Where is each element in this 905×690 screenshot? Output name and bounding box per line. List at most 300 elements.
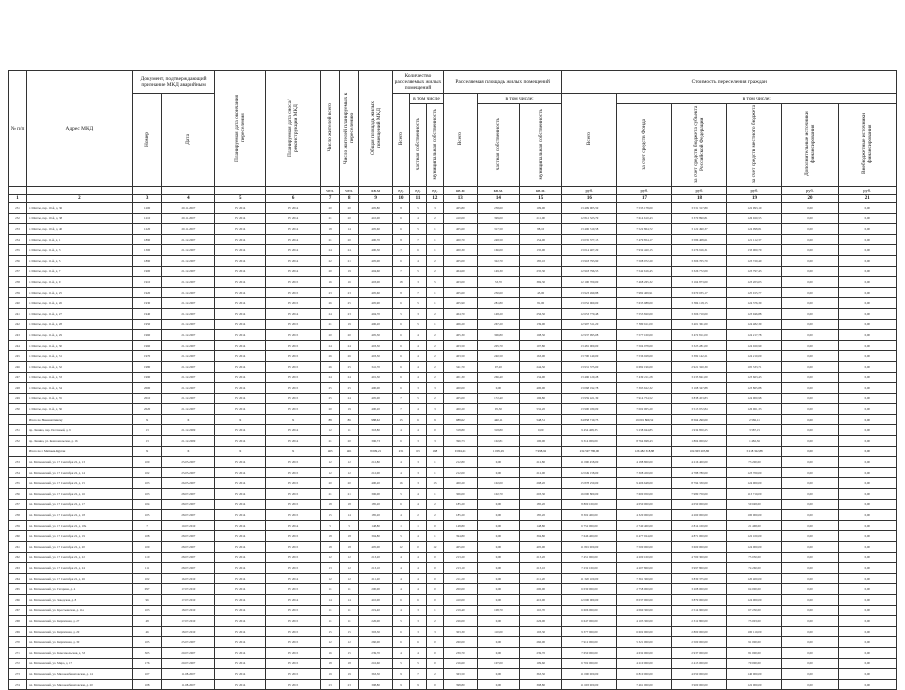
table-cell: 0,00 <box>782 404 838 415</box>
table-cell: 21 <box>340 255 359 266</box>
table-cell: 0,00 <box>838 383 896 394</box>
table-cell: IV 2015 <box>266 637 321 648</box>
table-cell: 239,70 <box>443 647 477 658</box>
table-cell: IV 2015 <box>266 669 321 680</box>
table-cell: 20.07.2007 <box>162 647 215 658</box>
table-cell: 4 200 100,00 <box>617 552 672 563</box>
table-cell: 211,20 <box>443 573 477 584</box>
table-cell: 2 <box>426 255 443 266</box>
table-cell: 1200 <box>132 203 162 214</box>
table-cell: 12 <box>321 425 340 436</box>
table-cell: 7 232 100,00 <box>562 563 617 574</box>
table-cell: 405,00 <box>520 542 562 553</box>
table-cell: 0,00 <box>782 277 838 288</box>
row-number-cell: 243 <box>9 330 27 341</box>
table-cell: 405,90 <box>443 298 477 309</box>
table-cell: IV 2014 <box>266 234 321 245</box>
table-cell: 5 <box>426 277 443 288</box>
row-number-cell: 261 <box>9 542 27 553</box>
table-cell: 123 203,03 <box>727 277 782 288</box>
table-cell: 185,10 <box>520 255 562 266</box>
table-cell: 12 <box>321 637 340 648</box>
table-cell: 404,60 <box>443 266 477 277</box>
table-cell: 75 003,00 <box>727 616 782 627</box>
table-cell: 0,00 <box>477 467 519 478</box>
table-cell: IV 2014 <box>215 679 266 690</box>
table-cell: 6 647 000,00 <box>562 616 617 627</box>
table-cell: 21.12.2007 <box>162 234 215 245</box>
address-cell: г. Шахты, пер. 10-й, д. 40 <box>26 224 132 235</box>
table-cell: 48 <box>132 616 162 627</box>
table-cell: IV 2014 <box>215 552 266 563</box>
table-cell: 318,80 <box>477 425 519 436</box>
col-header-rooms-municipal: муниципальная собственность <box>426 104 443 187</box>
table-cell: 988,62 <box>359 414 393 425</box>
table-cell: 24 <box>321 245 340 256</box>
table-cell: 0,00 <box>838 499 896 510</box>
table-cell: 0,00 <box>782 478 838 489</box>
table-cell: 3 900 000,00 <box>672 679 727 690</box>
table-cell: 7 635 988,00 <box>617 298 672 309</box>
address-cell: г. Шахты, пер. 11-й, д. 9 <box>26 277 132 288</box>
table-cell: 24 <box>321 340 340 351</box>
table-cell: 16 <box>321 647 340 658</box>
table-cell: 0,00 <box>838 234 896 245</box>
table-cell: 154,00 <box>520 234 562 245</box>
table-cell: 20 <box>340 436 359 447</box>
table-cell: 212,80 <box>359 457 393 468</box>
table-cell: 102,00 <box>477 478 519 489</box>
table-cell: X <box>132 446 162 457</box>
table-cell: 102 <box>132 467 162 478</box>
table-cell: 0,00 <box>782 584 838 595</box>
table-cell: 9 <box>393 679 410 690</box>
table-cell: 109,60 <box>520 658 562 669</box>
table-cell: 322,70 <box>477 255 519 266</box>
table-cell: 532,20 <box>520 404 562 415</box>
unit-cell: руб. <box>562 187 617 195</box>
table-cell: 100 110,00 <box>727 626 782 637</box>
col-header-total-area: Общая площадь жилых помещений МКД <box>359 71 393 187</box>
table-cell: IV 2014 <box>215 234 266 245</box>
table-cell: 18 <box>321 224 340 235</box>
table-cell: 0 <box>426 658 443 669</box>
table-cell: 0,00 <box>782 436 838 447</box>
table-cell: 11 000 458,00 <box>562 457 617 468</box>
table-cell: 396,73 <box>443 436 477 447</box>
table-cell: 097 <box>132 584 162 595</box>
table-cell: 6 752 000,00 <box>562 520 617 531</box>
table-cell: 0,00 <box>477 573 519 584</box>
address-cell: пл. Матвеевский, ул. Мясокомбинатовская, д. 14 <box>26 669 132 680</box>
table-cell: IV 2014 <box>266 213 321 224</box>
table-cell: 11 320 100,00 <box>562 573 617 584</box>
table-row <box>9 340 897 351</box>
table-cell: 4 <box>410 573 427 584</box>
table-cell: 21 <box>321 319 340 330</box>
table-cell: 0,00 <box>782 213 838 224</box>
row-number-cell: 256 <box>9 489 27 500</box>
table-cell: 28.07.2007 <box>162 510 215 521</box>
table-cell: 0 <box>426 637 443 648</box>
table-cell: IV 2014 <box>215 563 266 574</box>
table-cell: 105 333,71 <box>727 361 782 372</box>
table-cell: 0,00 <box>477 531 519 542</box>
table-cell: 7 500 000,00 <box>617 542 672 553</box>
table-cell: 16 000 800,00 <box>562 489 617 500</box>
col-header-planned-date: Планируемая дата окончания переселения <box>215 71 266 187</box>
table-cell: IV 2014 <box>215 478 266 489</box>
table-cell: 317,50 <box>477 224 519 235</box>
table-cell: 1890 <box>132 234 162 245</box>
table-cell: 2 758 000,00 <box>617 584 672 595</box>
table-cell: 1 <box>426 531 443 542</box>
table-cell: 0,00 <box>782 626 838 637</box>
table-cell: 7 <box>410 287 427 298</box>
column-number-cell: 8 <box>340 195 359 203</box>
table-cell: 12 <box>340 573 359 584</box>
table-cell: 26.05.2007 <box>162 478 215 489</box>
table-cell: 185,20 <box>443 499 477 510</box>
address-cell: пл. Матвеевский, ул. 17 Сентября 22, д. 15 <box>26 478 132 489</box>
table-cell: IV 2015 <box>266 319 321 330</box>
table-cell: 18 <box>321 542 340 553</box>
table-cell: 4 320 000,00 <box>617 510 672 521</box>
table-cell: 64 000,00 <box>727 584 782 595</box>
table-cell: 0,00 <box>782 224 838 235</box>
table-cell: IV 2015 <box>266 404 321 415</box>
table-cell: 19 <box>340 319 359 330</box>
table-cell: 25.07.2007 <box>162 637 215 648</box>
table-cell: 124 217,78 <box>727 330 782 341</box>
table-cell: 0,00 <box>520 425 562 436</box>
table-cell: 405,30 <box>359 330 393 341</box>
table-cell: 7 650 000,00 <box>562 647 617 658</box>
table-cell: 0,00 <box>782 361 838 372</box>
table-cell: IV 2014 <box>215 224 266 235</box>
row-number-cell: 268 <box>9 616 27 627</box>
table-cell: 403,00 <box>443 277 477 288</box>
row-number-cell: 231 <box>9 203 27 214</box>
table-cell: 6 <box>393 372 410 383</box>
table-cell: 140 000,00 <box>727 669 782 680</box>
table-cell: 111 <box>132 563 162 574</box>
table-cell: 25 <box>340 298 359 309</box>
row-number-cell: 242 <box>9 319 27 330</box>
table-cell: 19 <box>321 669 340 680</box>
table-cell: 406,20 <box>359 319 393 330</box>
table-cell: 405,30 <box>443 330 477 341</box>
table-cell: 0,00 <box>838 658 896 669</box>
table-cell: 25.05.2007 <box>162 457 215 468</box>
table-cell: 2 921 320,39 <box>672 361 727 372</box>
table-cell: 400,30 <box>443 245 477 256</box>
table-cell: 405,00 <box>443 255 477 266</box>
address-cell: пл. Матвеевский, ул. 17 Сентября 22, д. 18а <box>26 520 132 531</box>
table-cell: 3 830 375,00 <box>672 573 727 584</box>
table-cell: IV 2014 <box>215 298 266 309</box>
table-cell: 125 015,77 <box>727 287 782 298</box>
table-cell: 0,00 <box>477 510 519 521</box>
table-cell: 15 <box>321 510 340 521</box>
table-cell: 7 914 754,52 <box>617 393 672 404</box>
table-cell: 341,70 <box>443 361 477 372</box>
table-cell: 3 600 000,00 <box>672 542 727 553</box>
table-cell: 0 <box>426 552 443 563</box>
table-cell: 12 937 995,08 <box>562 330 617 341</box>
table-cell: IV 2014 <box>215 573 266 584</box>
address-cell: пл. Матвеевский, ул. Кирпичная, д. 29 <box>26 626 132 637</box>
table-cell: 102 <box>132 573 162 584</box>
column-number-cell: 13 <box>443 195 477 203</box>
address-cell: г. Шахты, пер. 11-й, д. 28 <box>26 319 132 330</box>
table-cell: 0,00 <box>782 637 838 648</box>
table-cell: IV 2014 <box>215 594 266 605</box>
table-cell: 121 112,37 <box>727 234 782 245</box>
table-cell: 3 306 710,00 <box>672 308 727 319</box>
table-cell: 0,00 <box>782 393 838 404</box>
table-cell: 9 406 648,00 <box>617 478 672 489</box>
table-cell: 213,20 <box>520 552 562 563</box>
row-number-cell: 235 <box>9 245 27 256</box>
column-number-cell: 11 <box>410 195 427 203</box>
table-cell: 211,00 <box>520 213 562 224</box>
table-cell: 1 <box>426 245 443 256</box>
col-header-budget-local: за счет средств местного бюджета <box>727 104 782 187</box>
row-number-cell: 238 <box>9 277 27 288</box>
table-cell: IV 2014 <box>215 467 266 478</box>
table-cell: IV 2014 <box>266 255 321 266</box>
table-cell: 0 <box>426 647 443 658</box>
table-cell: 1 <box>426 457 443 468</box>
table-cell: 7 542 616,45 <box>617 266 672 277</box>
table-row <box>9 679 897 690</box>
table-cell: 0,00 <box>838 351 896 362</box>
table-cell: 7 451 900,00 <box>562 552 617 563</box>
row-number-cell: 232 <box>9 213 27 224</box>
table-cell: IV 2015 <box>266 467 321 478</box>
table-cell: 4 <box>393 425 410 436</box>
table-cell: 7 553 820,00 <box>617 308 672 319</box>
table-cell: 123 865,88 <box>727 383 782 394</box>
table-cell: 7 361 300,00 <box>617 573 672 584</box>
table-cell: IV 2014 <box>215 425 266 436</box>
table-cell: 3 276 916,31 <box>672 245 727 256</box>
table-row <box>9 489 897 500</box>
table-cell: 7 <box>410 669 427 680</box>
table-cell: 6 <box>393 637 410 648</box>
table-cell: 0,00 <box>838 647 896 658</box>
table-cell: 0,00 <box>782 308 838 319</box>
table-cell: 3 <box>410 626 427 637</box>
table-cell: 5 <box>410 203 427 214</box>
table-cell: 0,00 <box>477 542 519 553</box>
address-cell: г. Шахты, пер. 11-й, д. 30 <box>26 340 132 351</box>
table-cell: 0,00 <box>838 277 896 288</box>
table-cell: 7 980 750,00 <box>672 489 727 500</box>
table-row <box>9 255 897 266</box>
table-cell: 405,00 <box>359 542 393 553</box>
table-cell: 74 260,00 <box>727 563 782 574</box>
row-number-cell: 253 <box>9 457 27 468</box>
table-cell: 0,00 <box>838 404 896 415</box>
table-cell: 13 923 499,88 <box>562 287 617 298</box>
table-cell: 306,80 <box>477 330 519 341</box>
table-cell: 1960 <box>132 330 162 341</box>
table-cell: 6 <box>393 340 410 351</box>
table-cell: 20.11.2007 <box>162 203 215 214</box>
table-cell: 14 <box>340 510 359 521</box>
table-cell: IV 2014 <box>215 277 266 288</box>
table-cell: IV 2014 <box>215 383 266 394</box>
table-cell: 363,50 <box>443 669 477 680</box>
table-cell: 81,00 <box>520 298 562 309</box>
table-cell: 219,40 <box>443 605 477 616</box>
table-cell: 0,00 <box>838 224 896 235</box>
table-cell: 12 <box>393 542 410 553</box>
table-cell: 1920 <box>132 287 162 298</box>
table-cell: 122 000,00 <box>727 679 782 690</box>
table-cell: 2 413 000,00 <box>672 658 727 669</box>
table-cell: IV 2014 <box>215 287 266 298</box>
row-number-cell <box>9 446 27 457</box>
table-cell: 0,00 <box>477 616 519 627</box>
unit-cell: чел. <box>321 187 340 195</box>
table-cell: 6 702 000,00 <box>562 658 617 669</box>
col-header-cost: Стоимость переселения граждан <box>562 71 897 94</box>
table-cell: IV 2015 <box>266 287 321 298</box>
table-cell: 86 <box>340 414 359 425</box>
table-cell: 213,20 <box>443 552 477 563</box>
table-cell: 3 <box>410 605 427 616</box>
table-cell: 21 468,00 <box>727 520 782 531</box>
table-cell: 11.08.2007 <box>162 669 215 680</box>
address-cell: г. Шахты, пер. 10-й, д. 36 <box>26 203 132 214</box>
table-cell: IV 2014 <box>215 393 266 404</box>
table-cell: 124 210,00 <box>727 351 782 362</box>
column-number-cell: 3 <box>132 195 162 203</box>
table-cell: 15 878 250,00 <box>562 478 617 489</box>
table-cell: 7 <box>393 404 410 415</box>
table-cell: 7 <box>393 393 410 404</box>
table-cell: 213,10 <box>520 563 562 574</box>
table-body <box>9 187 897 690</box>
table-cell: 0,00 <box>838 245 896 256</box>
table-cell: IV 2014 <box>266 224 321 235</box>
table-cell: 139,00 <box>520 319 562 330</box>
table-cell: 4 <box>410 404 427 415</box>
table-cell: 63 <box>410 446 427 457</box>
table-cell: 4 <box>410 372 427 383</box>
table-cell: 17.07.2010 <box>162 616 215 627</box>
table-cell: 0 <box>426 563 443 574</box>
table-cell: 4 060 300,00 <box>617 605 672 616</box>
table-cell: 18.07.2010 <box>162 626 215 637</box>
table-cell: 0,00 <box>477 520 519 531</box>
col-header-area-including: в том числе: <box>477 94 562 104</box>
table-cell: IV 2014 <box>215 616 266 627</box>
column-number-cell: 20 <box>782 195 838 203</box>
table-row <box>9 361 897 372</box>
table-cell: 5 <box>410 298 427 309</box>
table-cell: 2 740 400,00 <box>617 520 672 531</box>
table-cell: 7 393 622,32 <box>617 383 672 394</box>
table-cell: 0,00 <box>838 510 896 521</box>
table-cell: IV 2015 <box>266 372 321 383</box>
table-cell: 0,00 <box>838 616 896 627</box>
table-cell: IV 2014 <box>215 340 266 351</box>
table-cell: 11 <box>321 605 340 616</box>
table-cell: 124 482,39 <box>727 319 782 330</box>
table-cell: 3 <box>410 308 427 319</box>
table-cell: 12 <box>340 563 359 574</box>
table-cell: 13 496 120,28 <box>562 372 617 383</box>
table-cell: 0,00 <box>838 457 896 468</box>
table-cell: 398,80 <box>359 679 393 690</box>
table-cell: 20 <box>321 203 340 214</box>
table-cell: IV 2015 <box>266 510 321 521</box>
table-cell: 3 122 490,37 <box>672 224 727 235</box>
table-cell: 4 <box>410 584 427 595</box>
column-number-cell: 6 <box>266 195 321 203</box>
unit-cell <box>132 187 162 195</box>
table-cell: 26 <box>321 298 340 309</box>
row-number-cell: 262 <box>9 552 27 563</box>
table-cell: 6 <box>393 351 410 362</box>
table-cell: 318,80 <box>359 425 393 436</box>
row-number-cell: 263 <box>9 563 27 574</box>
table-cell: 1300 <box>132 245 162 256</box>
table-cell: 0 <box>426 425 443 436</box>
table-cell: 103 <box>132 489 162 500</box>
table-cell: 59 048,00 <box>727 499 782 510</box>
table-cell: IV 2015 <box>266 383 321 394</box>
column-number-cell: 12 <box>426 195 443 203</box>
table-cell: 216,60 <box>359 658 393 669</box>
table-cell: 103 <box>132 478 162 489</box>
table-cell: 24 <box>321 372 340 383</box>
table-cell: 124 000,00 <box>727 594 782 605</box>
table-cell: 403,50 <box>443 351 477 362</box>
table-cell: 0,00 <box>782 298 838 309</box>
address-cell: г. Шахты, пер. 11-й, д. 5 <box>26 255 132 266</box>
table-cell: 11 603 000,00 <box>562 679 617 690</box>
table-row <box>9 594 897 605</box>
table-cell: 256,50 <box>520 308 562 319</box>
table-cell: 2 <box>426 361 443 372</box>
table-cell: 108,70 <box>477 605 519 616</box>
table-cell: 9 <box>410 679 427 690</box>
column-number-cell: 10 <box>393 195 410 203</box>
table-cell: 6 682 196,00 <box>617 361 672 372</box>
table-cell: 226,00 <box>443 616 477 627</box>
table-row <box>9 669 897 680</box>
table-cell: 172,40 <box>477 393 519 404</box>
table-cell: 2 <box>426 330 443 341</box>
table-row <box>9 203 897 214</box>
table-cell: 4 <box>410 647 427 658</box>
table-cell: 267,20 <box>477 319 519 330</box>
table-cell: 28.07.2007 <box>162 531 215 542</box>
table-cell: 305 <box>132 647 162 658</box>
table-cell: 7 535 178,00 <box>617 203 672 214</box>
table-cell: 303,30 <box>443 626 477 637</box>
table-row <box>9 605 897 616</box>
table-cell: 3 <box>426 404 443 415</box>
table-cell: 5 <box>393 531 410 542</box>
table-row <box>9 478 897 489</box>
table-cell: 0,00 <box>838 330 896 341</box>
